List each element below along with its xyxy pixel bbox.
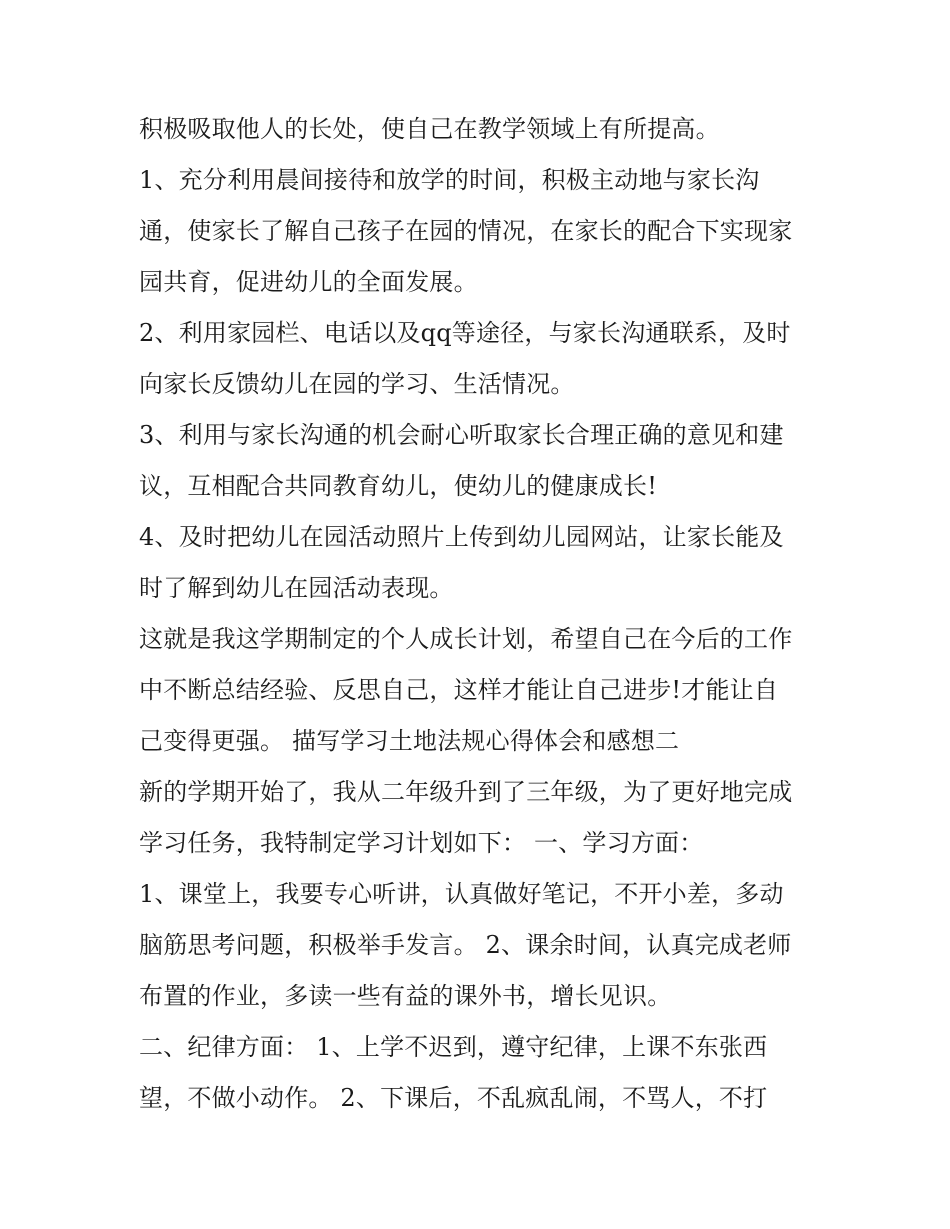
text-line: 己变得更强。 描写学习土地法规心得体会和感想二 bbox=[139, 727, 680, 755]
document-body bbox=[139, 104, 839, 1124]
text-line: 这就是我这学期制定的个人成长计划，希望自己在今后的工作 bbox=[139, 625, 793, 653]
text-line: 2、利用家园栏、电话以及qq等途径，与家长沟通联系，及时 bbox=[139, 319, 791, 347]
text-line: 1、充分利用晨间接待和放学的时间，积极主动地与家长沟 bbox=[139, 166, 760, 194]
text-line: 望，不做小动作。 2、下课后，不乱疯乱闹，不骂人，不打 bbox=[139, 1084, 768, 1112]
text-line: 向家长反馈幼儿在园的学习、生活情况。 bbox=[139, 370, 575, 398]
text-line: 学习任务，我特制定学习计划如下： 一、学习方面： bbox=[139, 829, 704, 857]
text-line: 中不断总结经验、反思自己，这样才能让自己进步!才能让自 bbox=[139, 676, 779, 704]
text-line: 脑筋思考问题，积极举手发言。 2、课余时间，认真完成老师 bbox=[139, 931, 792, 959]
text-line: 二、纪律方面： 1、上学不迟到，遵守纪律，上课不东张西 bbox=[139, 1033, 768, 1061]
text-line: 4、及时把幼儿在园活动照片上传到幼儿园网站，让家长能及 bbox=[139, 523, 784, 551]
text-line: 布置的作业，多读一些有益的课外书，增长见识。 bbox=[139, 982, 672, 1010]
text-line: 新的学期开始了，我从二年级升到了三年级，为了更好地完成 bbox=[139, 778, 793, 806]
text-line: 议，互相配合共同教育幼儿，使幼儿的健康成长! bbox=[139, 472, 658, 500]
text-line: 积极吸取他人的长处，使自己在教学领域上有所提高。 bbox=[139, 115, 720, 143]
text-line: 3、利用与家长沟通的机会耐心听取家长合理正确的意见和建 bbox=[139, 421, 784, 449]
text-line: 通，使家长了解自己孩子在园的情况，在家长的配合下实现家 bbox=[139, 217, 793, 245]
text-line: 园共育，促进幼儿的全面发展。 bbox=[139, 268, 478, 296]
text-line: 1、课堂上，我要专心听讲，认真做好笔记，不开小差，多动 bbox=[139, 880, 784, 908]
text-line: 时了解到幼儿在园活动表现。 bbox=[139, 574, 454, 602]
